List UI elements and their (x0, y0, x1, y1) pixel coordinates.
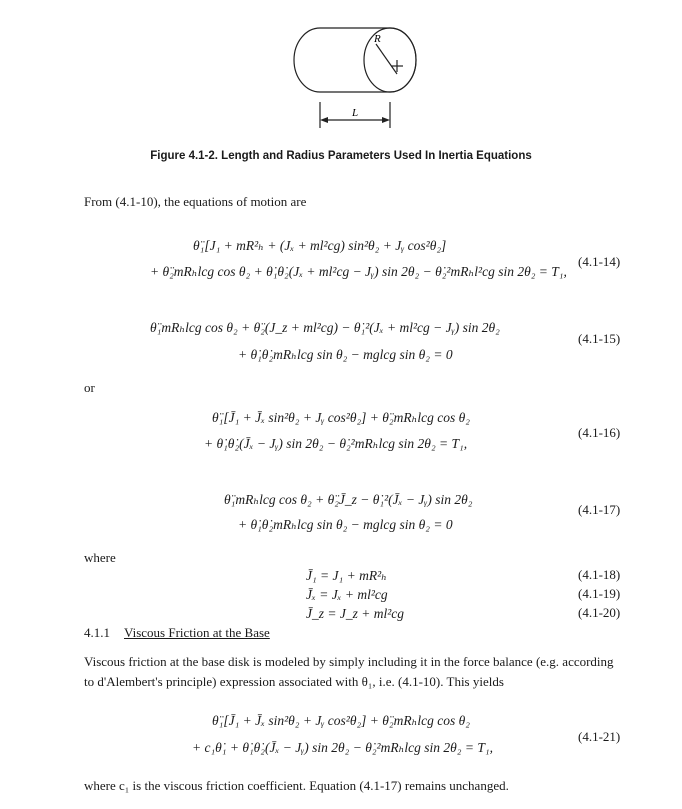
definition-19: J̄ₓ = Jₓ + ml²cg (306, 587, 388, 602)
definition-20: J̄_z = J_z + ml²cg (306, 606, 405, 621)
radius-label: R (374, 33, 381, 45)
section-heading (84, 625, 270, 641)
figure-caption: Figure 4.1-2. Length and Radius Parameters Used In Inertia Equations (150, 150, 532, 162)
section-title: Viscous Friction at the Base (124, 625, 270, 640)
radius-line (376, 44, 397, 74)
equation-15-line-1: θ̈₁mRₕlcg cos θ₂ + θ̈₂(J_z + ml²cg) − θ̇₁²(Jₓ + ml²cg − Jᵧ) sin 2θ₂ (150, 320, 500, 335)
equation-number: (4.1-15) (578, 331, 621, 346)
left-arrowhead (320, 117, 328, 123)
equation-17-line-2: + θ̇₁θ̇₂mRₕlcg sin θ₂ − mglcg sin θ₂ = 0 (238, 517, 453, 532)
right-arrowhead (382, 117, 390, 123)
equation-number: (4.1-16) (578, 425, 621, 440)
section-number: 4.1.1 (84, 625, 110, 640)
equation-17-line-1: θ̈₁mRₕlcg cos θ₂ + θ̈₂J̄_z − θ̇₁²(J̄ₓ − Jᵧ) sin 2θ₂ (224, 492, 473, 507)
equation-21-line-2: + c₁θ̇₁ + θ̇₁θ̇₂(J̄ₓ − Jᵧ) sin 2θ₂ − θ̇₂²mRₕlcg sin 2θ₂ = T₁, (192, 740, 493, 755)
equation-number: (4.1-18) (578, 567, 621, 582)
or-text: or (84, 380, 95, 395)
where-text: where (84, 550, 116, 565)
equation-15-line-2: + θ̇₁θ̇₂mRₕlcg sin θ₂ − mglcg sin θ₂ = 0 (238, 347, 453, 362)
equation-number: (4.1-14) (578, 254, 621, 269)
equation-number: (4.1-20) (578, 605, 621, 620)
equation-14-line-2: + θ̈₂mRₕlcg cos θ₂ + θ̇₁θ̇₂(Jₓ + ml²cg − Jᵧ) sin 2θ₂ − θ̇₂²mRₕl²cg sin 2θ₂ = T₁, (150, 264, 567, 279)
equation-number: (4.1-17) (578, 502, 621, 517)
equation-14-line-1: θ̈₁[J₁ + mR²ₕ + (Jₓ + ml²cg) sin²θ₂ + Jᵧ cos²θ₂] (193, 238, 447, 253)
length-label: L (352, 107, 359, 119)
cylinder-figure (290, 16, 430, 136)
equation-21-line-1: θ̈₁[J̄₁ + J̄ₓ sin²θ₂ + Jᵧ cos²θ₂] + θ̈₂mRₕlcg cos θ₂ (212, 713, 470, 728)
cylinder-body (294, 28, 416, 92)
section-paragraph-line-2: to d'Alembert's principle) expression associated with θ₁, i.e. (4.1-10). This yields (84, 674, 504, 689)
equation-number: (4.1-21) (578, 729, 621, 744)
equation-16-line-1: θ̈₁[J̄₁ + J̄ₓ sin²θ₂ + Jᵧ cos²θ₂] + θ̈₂mRₕlcg cos θ₂ (212, 410, 470, 425)
equation-16-line-2: + θ̇₁θ̇₂(J̄ₓ − Jᵧ) sin 2θ₂ − θ̇₂²mRₕlcg sin 2θ₂ = T₁, (204, 436, 468, 451)
closing-paragraph: where c₁ is the viscous friction coefficient. Equation (4.1-17) remains unchanged. (84, 778, 509, 793)
equation-number: (4.1-19) (578, 586, 621, 601)
section-paragraph-line-1: Viscous friction at the base disk is modeled by simply including it in the force balance (e.g. according (84, 654, 614, 669)
cylinder-end-face (364, 28, 416, 92)
definition-18: J̄₁ = J₁ + mR²ₕ (306, 568, 387, 583)
intro-paragraph: From (4.1-10), the equations of motion are (84, 194, 307, 209)
